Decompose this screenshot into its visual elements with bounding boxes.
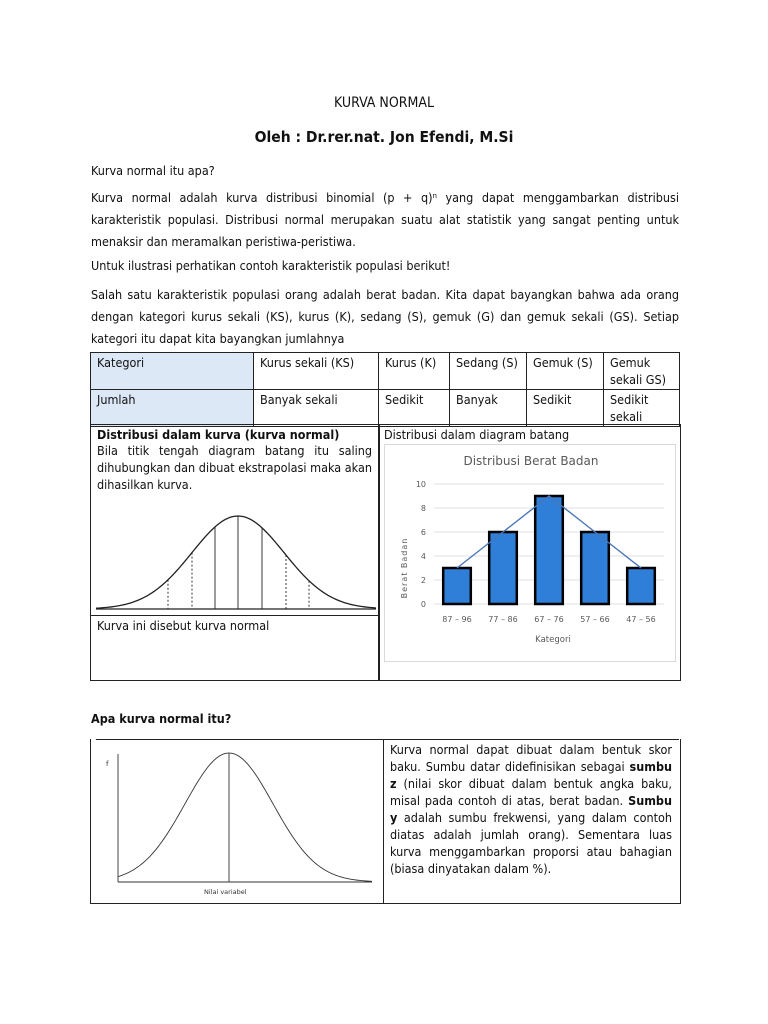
divider — [378, 739, 679, 740]
y-axis-label: Berat Badan — [400, 537, 409, 599]
x-axis-label: Kategori — [535, 635, 571, 645]
x-tick-label: 77 – 86 — [488, 615, 518, 624]
curve-caption: Kurva ini disebut kurva normal — [97, 618, 270, 633]
bell-curve — [96, 516, 376, 608]
bars — [443, 496, 655, 604]
bar — [443, 568, 471, 604]
text-part: (nilai skor dibuat dalam bentuk angka baku, misal pada contoh di atas, berat badan. — [390, 776, 672, 808]
table-cell: Kurus (K) — [379, 353, 450, 390]
paragraph-1: Kurva normal adalah kurva distribusi binomial (p + q)ⁿ yang dapat menggambarkan distribusi karakteristik populasi. Distribusi normal merupakan suatu alat statistik yang sangat penting untuk menaksir dan meramalkan peristiwa-peristiwa. — [91, 190, 679, 249]
curve-drop-lines — [168, 516, 309, 609]
y-axis-label: f — [106, 760, 109, 768]
table-cell: Gemuk sekali GS) — [604, 353, 680, 390]
bell-curve — [118, 753, 372, 881]
bar-chart — [384, 444, 674, 660]
x-tick-label: 87 – 96 — [442, 615, 472, 624]
doc-author: Oleh : Dr.rer.nat. Jon Efendi, M.Si — [254, 128, 514, 146]
y-tick-label: 4 — [420, 552, 426, 561]
curve-description: Bila titik tengah diagram batang itu saling dihubungkan dan dibuat ekstrapolasi maka akan dihasilkan kurva. — [97, 443, 372, 492]
category-table — [90, 352, 680, 427]
table-cell: Jumlah — [91, 390, 254, 427]
y-tick-label: 6 — [420, 528, 426, 537]
table-cell: Sedikit — [527, 390, 604, 427]
text-part: Kurva normal dapat dibuat dalam bentuk skor baku. Sumbu datar didefinisikan sebagai — [390, 742, 672, 774]
text-part: adalah sumbu frekwensi, yang dalam contoh diatas adalah jumlah orang). Sementara luas kurva menggambarkan proporsi atau bahagian (biasa dinyatakan dalam %). — [390, 810, 672, 876]
table-cell: Sedikit sekali — [604, 390, 680, 427]
bar — [489, 532, 517, 604]
normal-distribution-figure — [96, 744, 378, 902]
table-cell: Banyak — [450, 390, 527, 427]
table-cell: Kategori — [91, 353, 254, 390]
bar — [627, 568, 655, 604]
y-tick-label: 2 — [420, 576, 426, 585]
x-tick-label: 47 – 56 — [626, 615, 656, 624]
paragraph-2: Untuk ilustrasi perhatikan contoh karakteristik populasi berikut! — [91, 258, 451, 273]
table-cell: Sedikit — [379, 390, 450, 427]
divider — [90, 615, 379, 616]
curve-heading: Distribusi dalam kurva (kurva normal) — [97, 427, 340, 442]
bar — [581, 532, 609, 604]
table-row — [91, 390, 680, 427]
y-tick-label: 10 — [415, 480, 426, 489]
x-tick-label: 67 – 76 — [534, 615, 564, 624]
paragraph-3: Salah satu karakteristik populasi orang adalah berat badan. Kita dapat bayangkan bahwa ada orang dengan kategori kurus sekali (KS), kurus (K), sedang (S), gemuk (G) dan gemuk sekali (GS). Setiap kategori itu dapat kita bayangkan jumlahnya — [91, 287, 679, 346]
text-part: sumbu z — [390, 759, 672, 791]
table-cell: Banyak sekali — [254, 390, 379, 427]
table-cell: Sedang (S) — [450, 353, 527, 390]
question-2: Apa kurva normal itu? — [91, 711, 232, 726]
table-cell: Gemuk (S) — [527, 353, 604, 390]
text-part: Sumbu y — [390, 793, 672, 825]
table-cell: Kurus sekali (KS) — [254, 353, 379, 390]
doc-title: KURVA NORMAL — [334, 95, 434, 111]
chart-title: Distribusi Berat Badan — [463, 454, 599, 468]
table-row — [91, 353, 680, 390]
divider — [96, 739, 378, 740]
x-tick-label: 57 – 66 — [580, 615, 610, 624]
question-1: Kurva normal itu apa? — [91, 163, 215, 178]
bar-chart-heading: Distribusi dalam diagram batang — [384, 427, 570, 442]
y-tick-label: 8 — [420, 504, 426, 513]
divider — [383, 739, 384, 904]
x-axis-label: Nilai variabel — [204, 888, 247, 896]
bar — [535, 496, 563, 604]
normal-curve-figure — [96, 505, 376, 613]
y-tick-label: 0 — [420, 600, 426, 609]
explanation-text — [390, 741, 672, 877]
